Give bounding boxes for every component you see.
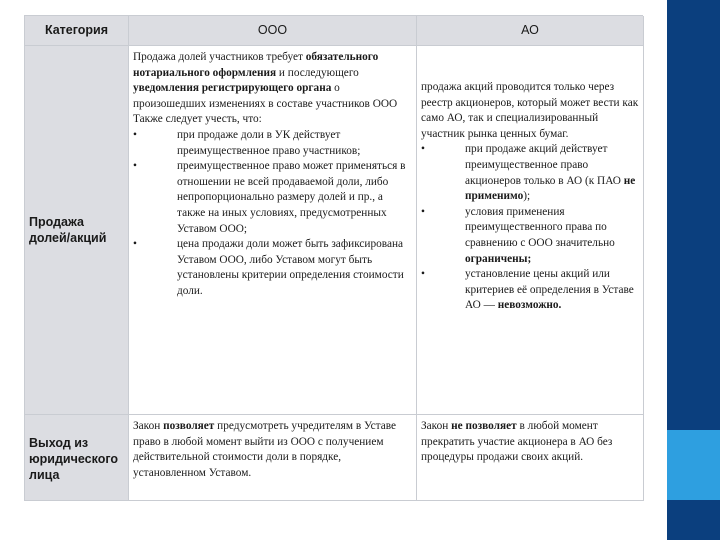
bullet-icon: • (133, 238, 137, 251)
bold-fragment: невозможно. (497, 299, 562, 312)
header-category: Категория (25, 16, 129, 46)
table-row (25, 415, 644, 501)
text-fragment: условия применения преимущественного права по сравнению с ООО значительно (465, 205, 615, 249)
text-fragment: и последующего (276, 66, 359, 79)
row-category-sale: Продажа долей/акций (25, 46, 129, 415)
list-item (421, 267, 639, 314)
bullet-icon: • (421, 268, 425, 281)
text-fragment: при продаже акций действует преимущественное право акционеров только в АО (к ПАО (465, 143, 624, 187)
list-item-text: цена продажи доли может быть зафиксирована Уставом ООО, либо Уставом могут быть установлены критерии определения стоимости доли. (177, 238, 404, 297)
bullet-icon: • (133, 160, 137, 173)
list-item (421, 205, 639, 267)
text-fragment: в любой момент прекратить участие акционера в АО без процедуры продажи своих акций. (421, 420, 613, 464)
cell-ao-exit (417, 415, 644, 501)
bullet-icon: • (133, 128, 137, 141)
bold-fragment: позволяет (163, 420, 215, 432)
text-fragment: Закон (133, 420, 164, 432)
list-item-text (465, 205, 639, 267)
table-header-row (25, 16, 644, 46)
note-text: Также следует учесть, что: (133, 113, 262, 126)
bold-fragment: не позволяет (451, 420, 517, 432)
list-item-text: преимущественное право может применяться в отношении не всей продаваемой доли, либо непропорционально размеру долей и пр., а также на иных условиях, предусмотренных Уставом ООО; (177, 160, 406, 235)
list-item (133, 128, 412, 159)
row-category-exit: Выход из юридического лица (25, 415, 129, 501)
list-item (133, 237, 412, 299)
table-row (25, 46, 644, 415)
bold-fragment: уведомления регистрирующего органа (133, 82, 332, 95)
list-item-text: при продаже доли в УК действует преимущественное право участников; (177, 128, 361, 157)
text-fragment: о произошедших изменениях в составе участников ООО (133, 82, 398, 110)
cell-ooo-sale (129, 46, 417, 415)
bold-fragment: обязательного нотариального оформления (133, 51, 379, 79)
text-fragment: продажа акций проводится только через реестр акционеров, который может вести как само АО, так и специализированный участник рынка ценных бумаг. (421, 81, 639, 140)
list-item (133, 159, 412, 237)
text-fragment: предусмотреть учредителям в Уставе право в любой момент выйти из ООО с получением действительной стоимости доли в порядке, установленном Уставом. (133, 420, 397, 479)
header-ao: АО (417, 16, 644, 46)
sidebar-accent-block (667, 430, 720, 500)
text-fragment: ); (523, 190, 531, 203)
comparison-table-container (24, 15, 643, 501)
list-item (421, 142, 639, 204)
text-fragment: установление цены акций или критериев её определения в Уставе АО — (465, 268, 634, 312)
right-sidebar-bar (667, 0, 720, 540)
text-fragment: Продажа долей участников требует (133, 51, 306, 63)
cell-ao-sale (417, 46, 644, 415)
bold-fragment: ограничены; (465, 252, 532, 265)
list-item-text (465, 267, 639, 314)
bullet-icon: • (421, 205, 425, 218)
header-ooo: ООО (129, 16, 417, 46)
list-item-text (465, 142, 639, 204)
cell-ooo-exit (129, 415, 417, 501)
bold-fragment: не применимо (465, 174, 636, 203)
comparison-table (24, 16, 644, 501)
text-fragment: Закон (421, 420, 452, 432)
bullet-icon: • (421, 143, 425, 156)
